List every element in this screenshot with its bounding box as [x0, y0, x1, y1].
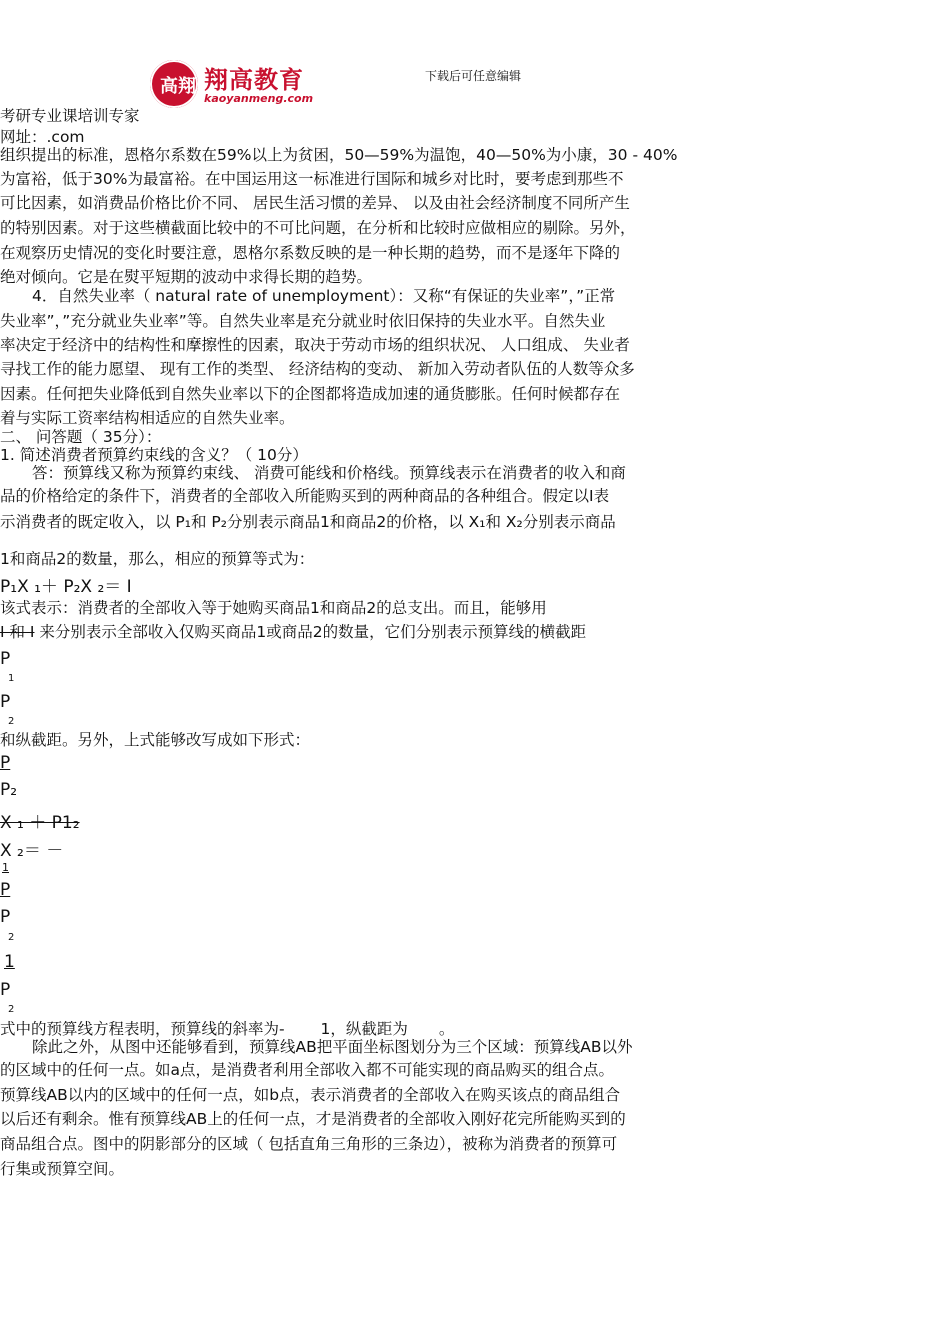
text-line: 商品组合点。图中的阴影部分的区域（ 包括直角三角形的三条边），被称为消费者的预算可	[0, 1135, 618, 1153]
formula-fragment: 1	[4, 952, 15, 972]
site-line: 网址：.com	[0, 128, 85, 146]
question-heading: 1. 简述消费者预算约束线的含义？（ 10分）	[0, 446, 308, 464]
text-line	[0, 620, 586, 644]
formula-fragment: X ₁ ＋ P1₂	[0, 813, 80, 833]
text-line: 因素。任何把失业降低到自然失业率以下的企图都将造成加速的通货膨胀。任何时候都存在	[0, 385, 621, 403]
text-line: 以后还有剩余。惟有预算线AB上的任何一点，才是消费者的全部收入刚好花完所能购买到的	[0, 1110, 626, 1128]
formula-fragment: X ₂＝ －	[0, 841, 64, 861]
text-line: 该式表示：消费者的全部收入等于她购买商品1和商品2的总支出。而且，能够用	[0, 599, 547, 617]
text-line: 式中的预算线方程表明，预算线的斜率为- 1，纵截距为 。	[0, 1020, 455, 1038]
text-line: 品的价格给定的条件下，消费者的全部收入所能购买到的两种商品的各种组合。假定以I表	[0, 487, 610, 505]
text-line: 为富裕，低于30%为最富裕。在中国运用这一标准进行国际和城乡对比时，要考虑到那些不	[0, 170, 624, 188]
text-line: 寻找工作的能力愿望、 现有工作的类型、 经济结构的变动、 新加入劳动者队伍的人数等众多	[0, 360, 635, 378]
tagline: 考研专业课培训专家	[0, 107, 140, 125]
formula-fragment: 2	[8, 932, 15, 943]
section-heading: 二、 问答题（ 35分）：	[0, 428, 162, 446]
budget-equation: P₁X ₁＋ P₂X ₂＝ I	[0, 577, 132, 597]
text-line: 1和商品2的数量，那么，相应的预算等式为：	[0, 550, 315, 568]
formula-fragment: P₂	[0, 780, 18, 800]
text-line: 预算线AB以内的区域中的任何一点，如b点，表示消费者的全部收入在购买该点的商品组合	[0, 1086, 621, 1104]
text-line: 率决定于经济中的结构性和摩擦性的因素，取决于劳动市场的组织状况、 人口组成、 失业者	[0, 336, 630, 354]
formula-fragment: P	[0, 692, 11, 712]
formula-fragment: P	[0, 980, 11, 1000]
text-line: 行集或预算空间。	[0, 1160, 125, 1178]
logo-name: 翔高教育	[204, 66, 304, 94]
brand-logo	[150, 58, 314, 116]
text-line: 示消费者的既定收入，以 P₁和 P₂分别表示商品1和商品2的价格，以 X₁和 X₂分别表示商品	[0, 513, 616, 531]
text-line: 在观察历史情况的变化时要注意，恩格尔系数反映的是一种长期的趋势，而不是逐年下降的	[0, 244, 621, 262]
text-line: 的区域中的任何一点。如a点，是消费者利用全部收入都不可能实现的商品购买的组合点。	[0, 1061, 615, 1079]
term-heading: 4．自然失业率（ natural rate of unemployment）：又称“有保证的失业率”，”正常	[32, 287, 616, 305]
text-line: 失业率”，”充分就业失业率”等。自然失业率是充分就业时依旧保持的失业水平。自然失业	[0, 312, 606, 330]
intercept-symbols: I 和 I	[0, 623, 35, 641]
formula-fragment: P	[0, 753, 11, 773]
formula-fragment: 2	[8, 716, 15, 727]
formula-fragment: P	[0, 907, 11, 927]
text-line-rest: 来分别表示全部收入仅购买商品1或商品2的数量，它们分别表示预算线的横截距	[34, 623, 587, 641]
formula-fragment: 1	[2, 861, 9, 874]
text-line: 除此之外，从图中还能够看到，预算线AB把平面坐标图划分为三个区域：预算线AB以外	[32, 1038, 633, 1056]
text-line: 和纵截距。另外，上式能够改写成如下形式：	[0, 731, 311, 749]
formula-fragment: 2	[8, 1004, 15, 1015]
text-line: 绝对倾向。它是在熨平短期的波动中求得长期的趋势。	[0, 268, 373, 286]
formula-fragment: P	[0, 880, 11, 900]
text-line: 的特别因素。对于这些横截面比较中的不可比问题，在分析和比较时应做相应的剔除。另外，	[0, 219, 636, 237]
text-line: 组织提出的标准，恩格尔系数在59%以上为贫困，50—59%为温饱，40—50%为小康，30 - 40%	[0, 146, 678, 164]
header-note: 下载后可任意编辑	[425, 69, 522, 83]
formula-fragment: P	[0, 649, 11, 669]
logo-url: kaoyanmeng.com	[204, 92, 314, 105]
text-line: 答：预算线又称为预算约束线、 消费可能线和价格线。预算线表示在消费者的收入和商	[32, 464, 626, 482]
text-line: 可比因素，如消费品价格比价不同、 居民生活习惯的差异、 以及由社会经济制度不同所产生	[0, 194, 630, 212]
logo-seal-icon: 高翔	[150, 60, 198, 108]
text-line: 着与实际工资率结构相适应的自然失业率。	[0, 409, 295, 427]
formula-fragment: 1	[8, 673, 15, 684]
